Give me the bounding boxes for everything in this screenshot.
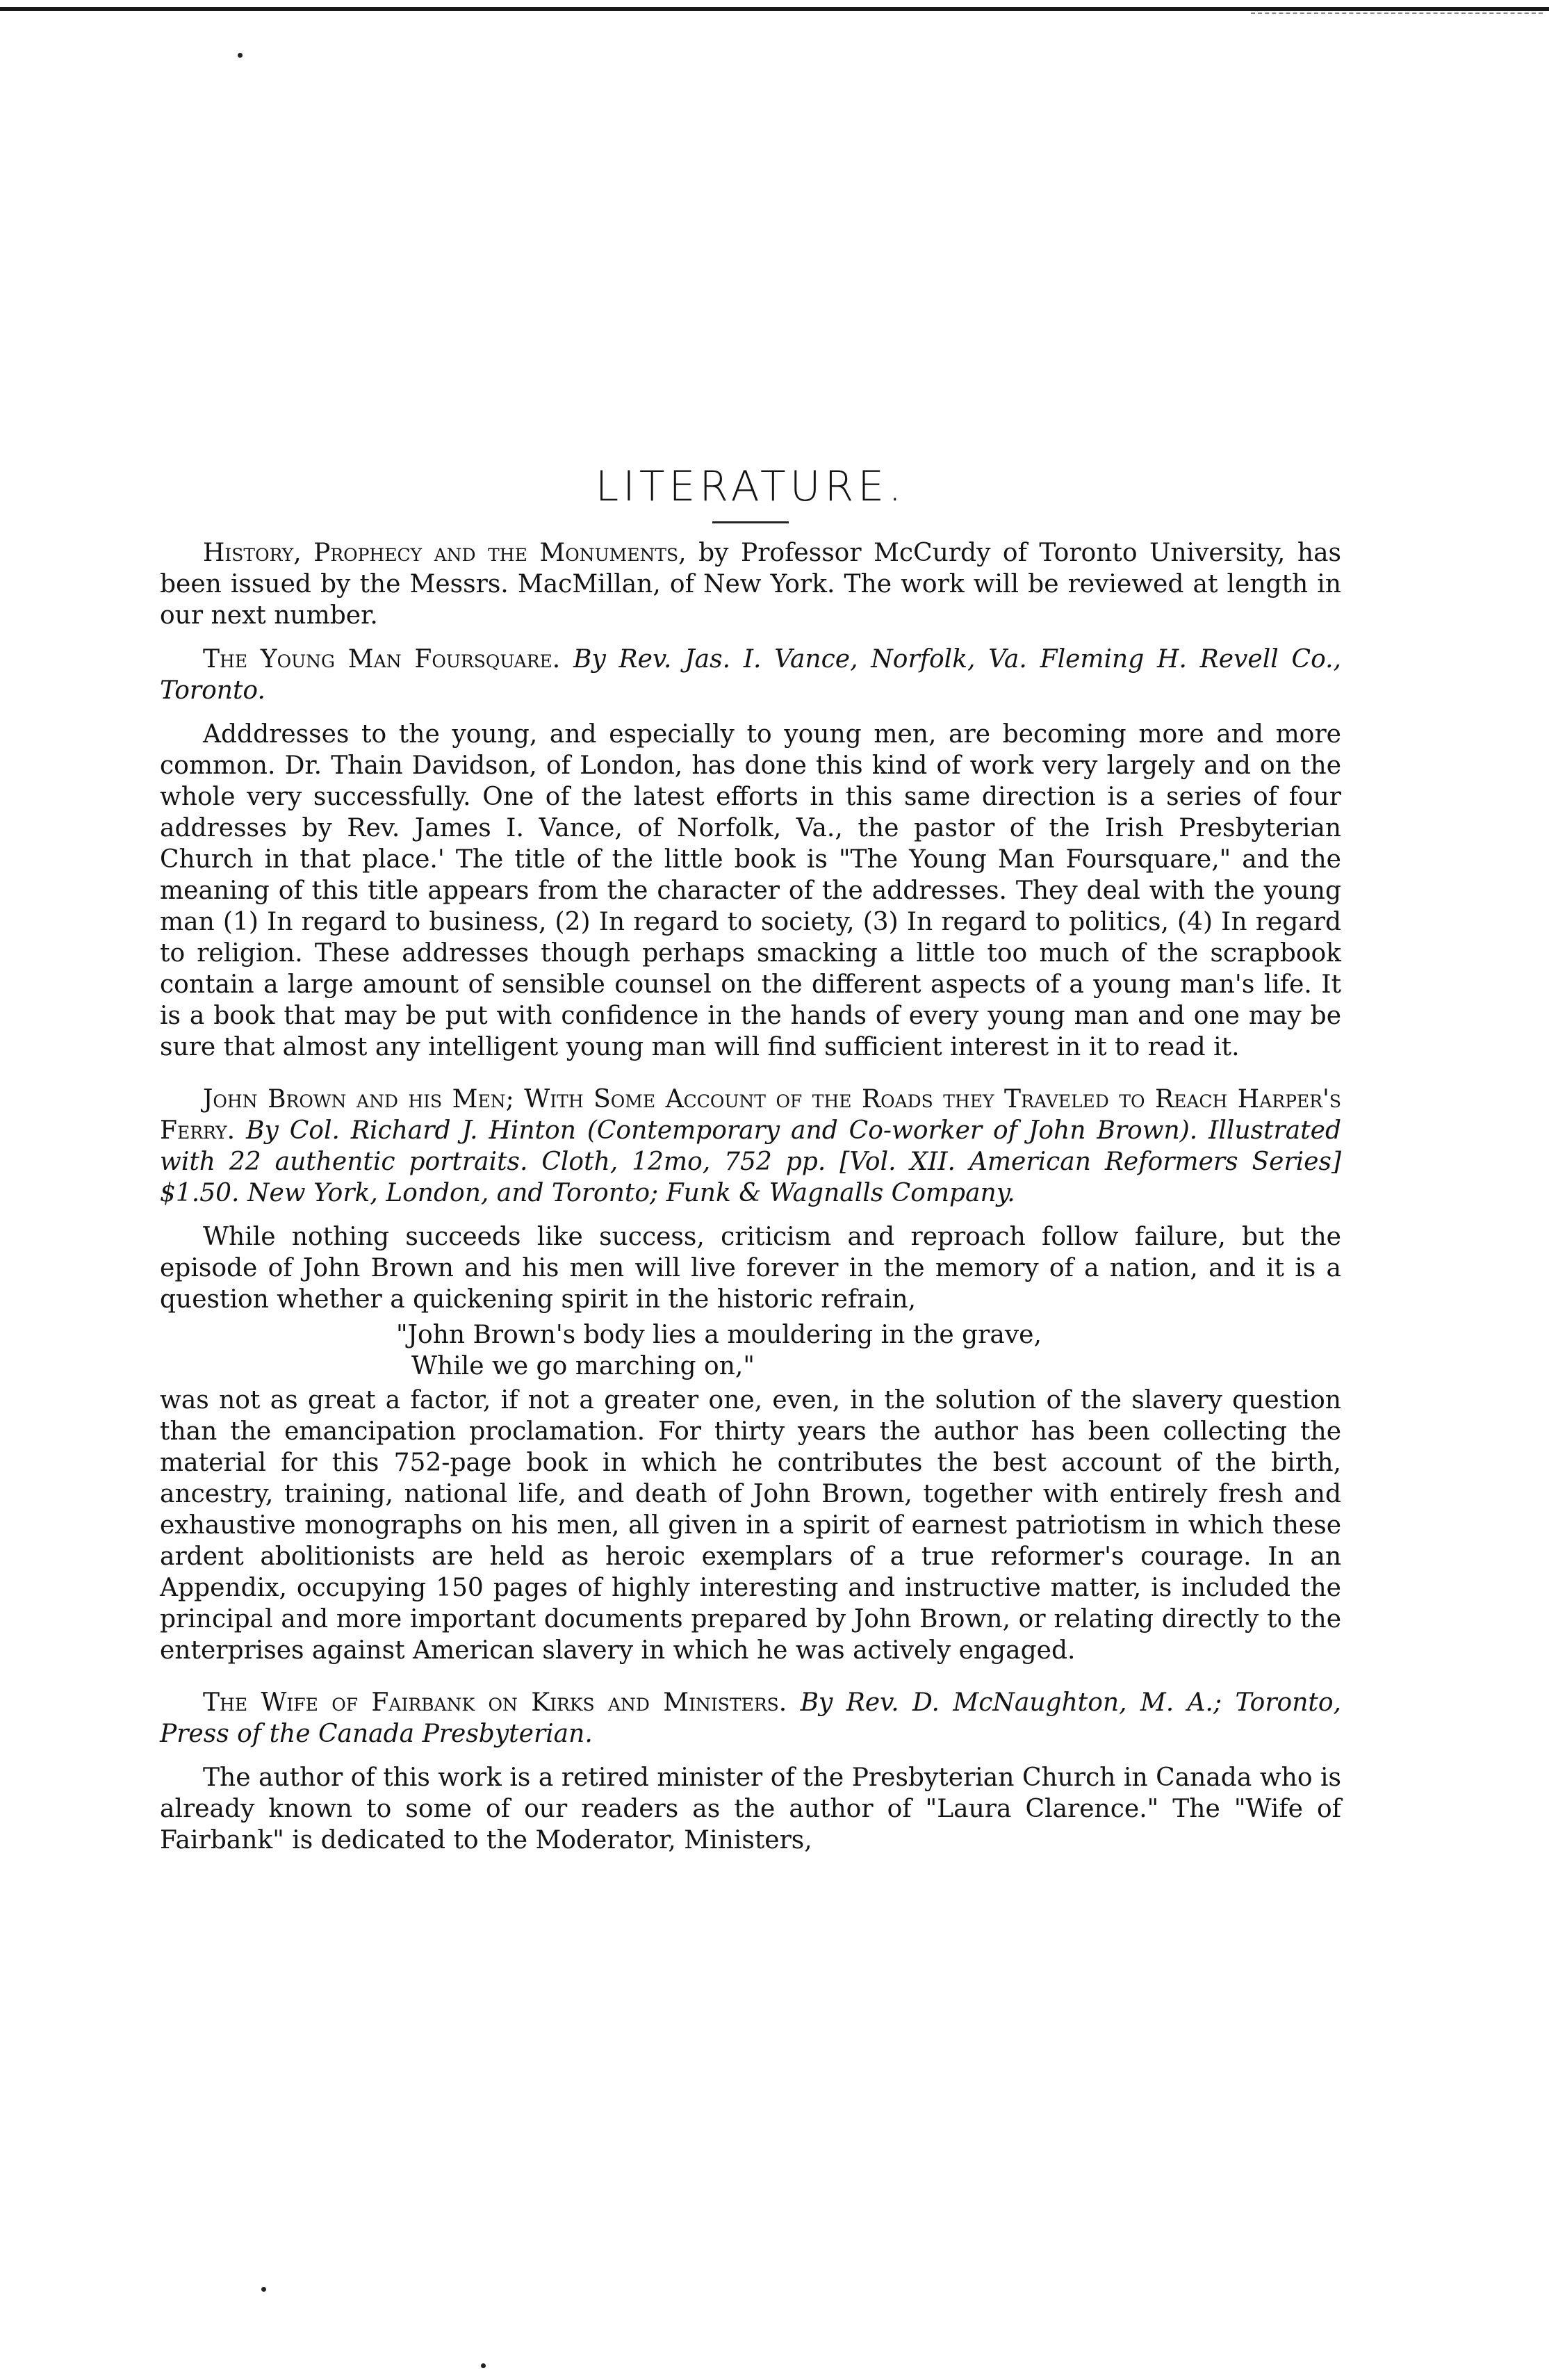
review-history (160, 537, 1341, 631)
review-young-man-title: The Young Man Foursquare. (203, 645, 561, 674)
review-history-title: History, Prophecy and the Monuments, (203, 539, 687, 567)
speck-top (238, 53, 243, 58)
review-john-brown-body-2: was not as great a factor, if not a greater one, even, in the solution of the slavery question than the emancipation proclamation. For thirty years the author has been collecting the material for this 752-page book in which he contributes the best account of the birth, ancestry, training, national life, and death of John Brown, together with entirely fresh and exhaustive monographs on his men, all given in a spirit of earnest patriotism in which these ardent abolitionists are held as heroic exemplars of a true reformer's courage. In an Appendix, occupying 150 pages of highly interesting and instructive matter, is included the principal and more important documents prepared by John Brown, or relating directly to the enterprises against American slavery in which he was actively engaged. (160, 1386, 1341, 1665)
review-john-brown-body-1: While nothing succeeds like success, criticism and reproach follow failure, but the episode of John Brown and his men will live forever in the memory of a nation, and it is a question whether a quickening spirit in the historic refrain, (160, 1223, 1341, 1314)
review-wife-fairbank-byline: By Rev. D. McNaughton, M. A.; Toronto, Press of the Canada Presbyterian. (160, 1688, 1341, 1748)
review-young-man-heading (160, 644, 1341, 706)
quoted-refrain-line-1: "John Brown's body lies a mouldering in the grave, (396, 1321, 1042, 1349)
speck-bottom-left (261, 2287, 266, 2292)
review-john-brown-title: John Brown and his Men; With Some Account of the Roads they Traveled to Reach Harper's Ferry. (160, 1085, 1341, 1145)
speck-bottom-center (481, 2363, 486, 2368)
page-content (160, 459, 1341, 1856)
page-heading: LITERATURE. (595, 462, 906, 511)
review-wife-fairbank-heading (160, 1687, 1341, 1750)
quoted-refrain-line-2: While we go marching on," (411, 1352, 755, 1380)
top-rule-fade (1251, 13, 1543, 14)
quoted-refrain (396, 1319, 1341, 1382)
review-history-text: by Professor McCurdy of Toronto University, has been issued by the Messrs. MacMillan, of New York. The work will be reviewed at length in our next number. (160, 539, 1342, 630)
review-wife-fairbank-body: The author of this work is a retired minister of the Presbyterian Church in Canada who is already known to some of our readers as the author of "Laura Clarence." The "Wife of Fairbank" is dedicated to the Moderator, Ministers, (160, 1763, 1341, 1855)
review-young-man-byline: By Rev. Jas. I. Vance, Norfolk, Va. Fleming H. Revell Co., Toronto. (160, 645, 1341, 705)
review-john-brown-heading (160, 1084, 1341, 1209)
review-john-brown-byline: By Col. Richard J. Hinton (Contemporary and Co-worker of John Brown). Illustrated with 22 authentic portraits. Cloth, 12mo, 752 pp. [Vol. XII. American Reformers Series] $1.50. New York, London, and Toronto; Funk & Wagnalls Company. (160, 1116, 1341, 1207)
heading-rule (712, 521, 789, 523)
review-young-man-body: Adddresses to the young, and especially to young men, are becoming more and more common. Dr. Thain Davidson, of London, has done this kind of work very largely and on the whole very successfully. One of the latest efforts in this same direction is a series of four addresses by Rev. James I. Vance, of Norfolk, Va., the pastor of the Irish Presbyterian Church in that place.' The title of the little book is "The Young Man Foursquare," and the meaning of this title appears from the character of the addresses. They deal with the young man (1) In regard to business, (2) In regard to society, (3) In regard to politics, (4) In regard to religion. These addresses though perhaps smacking a little too much of the scrapbook contain a large amount of sensible counsel on the different aspects of a young man's life. It is a book that may be put with confidence in the hands of every young man and one may be sure that almost any intelligent young man will find sufficient interest in it to read it. (160, 720, 1341, 1061)
top-rule (0, 7, 1549, 11)
review-wife-fairbank-title: The Wife of Fairbank on Kirks and Ministers. (203, 1688, 787, 1717)
